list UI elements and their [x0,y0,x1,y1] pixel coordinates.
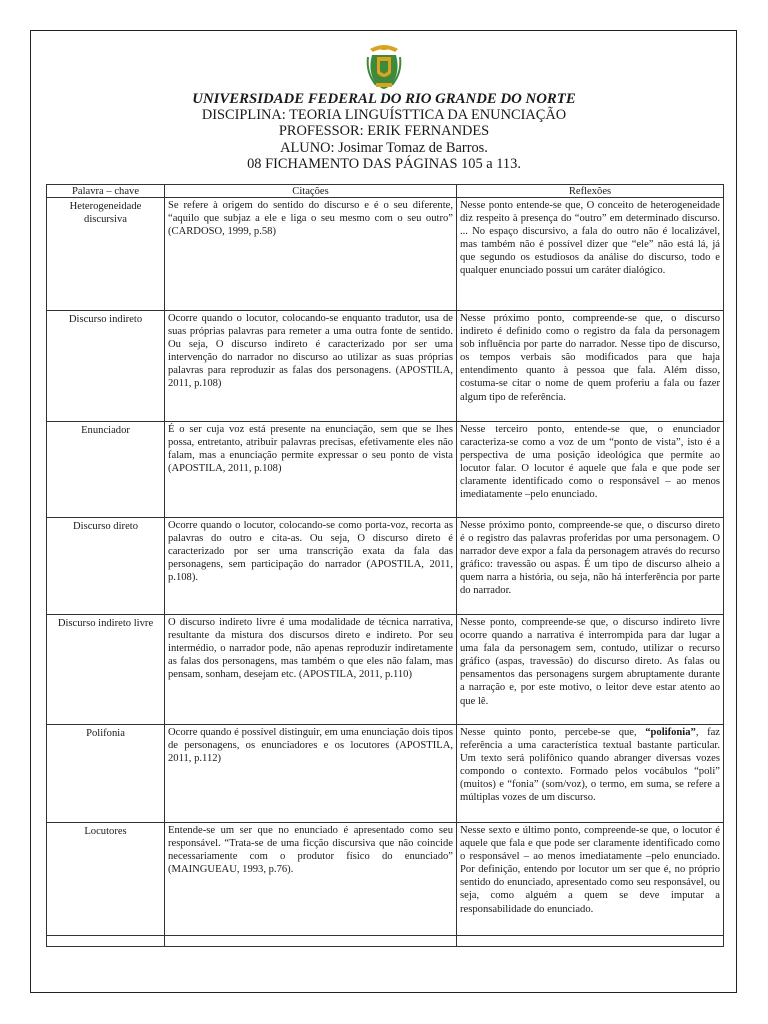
table-row [47,311,724,422]
keyword-cell: Discurso direto [47,518,165,615]
reflection-cell: Nesse ponto, compreende-se que, o discurso indireto livre ocorre quando a narrativa é interrompida para dar lugar a uma fala da personagem sem, contudo, utilizar o recurso gráfico (aspas, travessão) do discurso direto. As falas ou pensamentos das personagens surgem abruptamente durante a narração e, por este motivo, o leitor deve estar atento ao que lê. [457,615,724,725]
table-header-row [47,185,724,198]
reflection-cell: Nesse próximo ponto, compreende-se que, o discurso indireto é definido como o registro da fala da personagem sob influência por parte do narrador. Nesse tipo de discurso, os tempos verbais são modificados para que haja entendimento quanto à pessoa que fala. Além disso, costuma-se citar o nome de quem proferiu a fala ou fazer algum tipo de referência. [457,311,724,422]
column-header-citations: Citações [165,185,457,198]
polifonia-term: “polifonia” [645,727,696,738]
empty-cell [457,936,724,947]
reflection-cell: Nesse terceiro ponto, entende-se que, o enunciador caracteriza-se como a voz de um “ponto de vista”, isto é a perspectiva de uma posição ideológica que permite ao locutor falar. O locutor é aquele que fala e que pode ser claramente identificado como o responsável – ao menos imediatamente –pelo enunciado. [457,422,724,518]
empty-cell [47,936,165,947]
reflection-cell [457,725,724,823]
table-row [47,615,724,725]
reading-notes-table [46,184,724,947]
keyword-cell: Enunciador [47,422,165,518]
citation-cell: Ocorre quando o locutor, colocando-se como porta-voz, recorta as palavras do outro e cita-as. Ou seja, O discurso direto é caracterizado por ser uma transcrição exata da fala das personagens, sem participação do narrador (APOSTILA, 2011, p.108). [165,518,457,615]
empty-cell [165,936,457,947]
reflection-cell: Nesse ponto entende-se que, O conceito de heterogeneidade diz respeito à presença do “outro” em determinado discurso. ... No espaço discursivo, a fala do outro não é localizável, mas também não é possível dizer que “ele” não está lá, já que segundo os estudiosos da análise do discurso, todo e qualquer enunciado possui um caráter dialógico. [457,198,724,311]
reflection-text-end: , faz referência a uma característica textual bastante particular. Um texto será polifônico quando abranger diversas vozes compondo o contexto. Formado pelos vocábulos “poli” (muitos) e “fonia” (som/voz), o termo, em suma, se refere a múltiplas vozes de um discurso. [460,727,721,804]
table-row [47,198,724,311]
student-line: ALUNO: Josimar Tomaz de Barros. [280,139,488,156]
reflection-text-start: Nesse quinto ponto, percebe-se que, [460,727,646,738]
table-row [47,422,724,518]
reflection-cell: Nesse próximo ponto, compreende-se que, o discurso direto é o registro das palavras proferidas por uma personagem. O narrador deve expor a fala da personagem através do recurso gráfico: travessão ou aspas. É um tipo de discurso alheio a quem narra a história, ou seja, não há interferência por parte do narrador. [457,518,724,615]
column-header-keyword: Palavra – chave [47,185,165,198]
citation-cell: Ocorre quando é possível distinguir, em uma enunciação dois tipos de personagens, os enunciadores e os locutores (APOSTILA, 2011, p.112) [165,725,457,823]
university-title: UNIVERSIDADE FEDERAL DO RIO GRANDE DO NORTE [192,91,576,107]
keyword-cell: Discurso indireto livre [47,615,165,725]
professor-line: PROFESSOR: ERIK FERNANDES [278,123,490,140]
citation-cell: É o ser cuja voz está presente na enunciação, sem que se lhes possa, entretanto, atribuir palavras precisas, efetivamente eles não falam, mas a enunciação permite expressar o seu ponto de vista (APOSTILA, 2011, p.108) [165,422,457,518]
keyword-cell: Polifonia [47,725,165,823]
keyword-cell: Discurso indireto [47,311,165,422]
empty-table-row [47,936,724,947]
table-row [47,725,724,823]
reflection-cell: Nesse sexto e último ponto, compreende-se que, o locutor é aquele que fala e que pode ser claramente identificado como o responsável – ao menos imediatamente –pelo enunciado. Por definição, entendo por locutor um ser que é, no próprio sentido do enunciado, apresentado como seu responsável, ou seja, como alguém a quem se deve imputar a responsabilidade do enunciado. [457,823,724,936]
table-row [47,518,724,615]
discipline-line: DISCIPLINA: TEORIA LINGUÍSTTICA DA ENUNCIAÇÃO [201,107,567,124]
citation-cell: Ocorre quando o locutor, colocando-se enquanto tradutor, usa de suas próprias palavras para remeter a uma outra fonte de sentido. Ou seja, O discurso indireto é caracterizado por ser uma intervenção do narrador no discurso ao utilizar as suas próprias palavras para reproduzir as falas dos personagens. (APOSTILA, 2011, p.108) [165,311,457,422]
citation-cell: Entende-se um ser que no enunciado é apresentado como seu responsável. “Trata-se de uma ficção discursiva que não coincide necessariamente com o produtor físico do enunciado” (MAINGUEAU, 1993, p.76). [165,823,457,936]
university-seal-logo [364,43,404,91]
table-row [47,823,724,936]
citation-cell: O discurso indireto livre é uma modalidade de técnica narrativa, resultante da mistura dos discursos direto e indireto. Por seu intermédio, o narrador pode, não apenas reproduzir indiretamente as falas dos personagens, mas também o que eles não falam, mas pensam, sonham, desejam etc. (APOSTILA, 2011, p.110) [165,615,457,725]
citation-cell: Se refere à origem do sentido do discurso e é o seu diferente, “aquilo que subjaz a ele e liga o seu mesmo com o seu outro” (CARDOSO, 1999, p.58) [165,198,457,311]
assignment-line: 08 FICHAMENTO DAS PÁGINAS 105 a 113. [247,155,521,172]
document-header [0,91,768,172]
keyword-cell: Heterogeneidade discursiva [47,198,165,311]
keyword-cell: Locutores [47,823,165,936]
column-header-reflections: Reflexões [457,185,724,198]
